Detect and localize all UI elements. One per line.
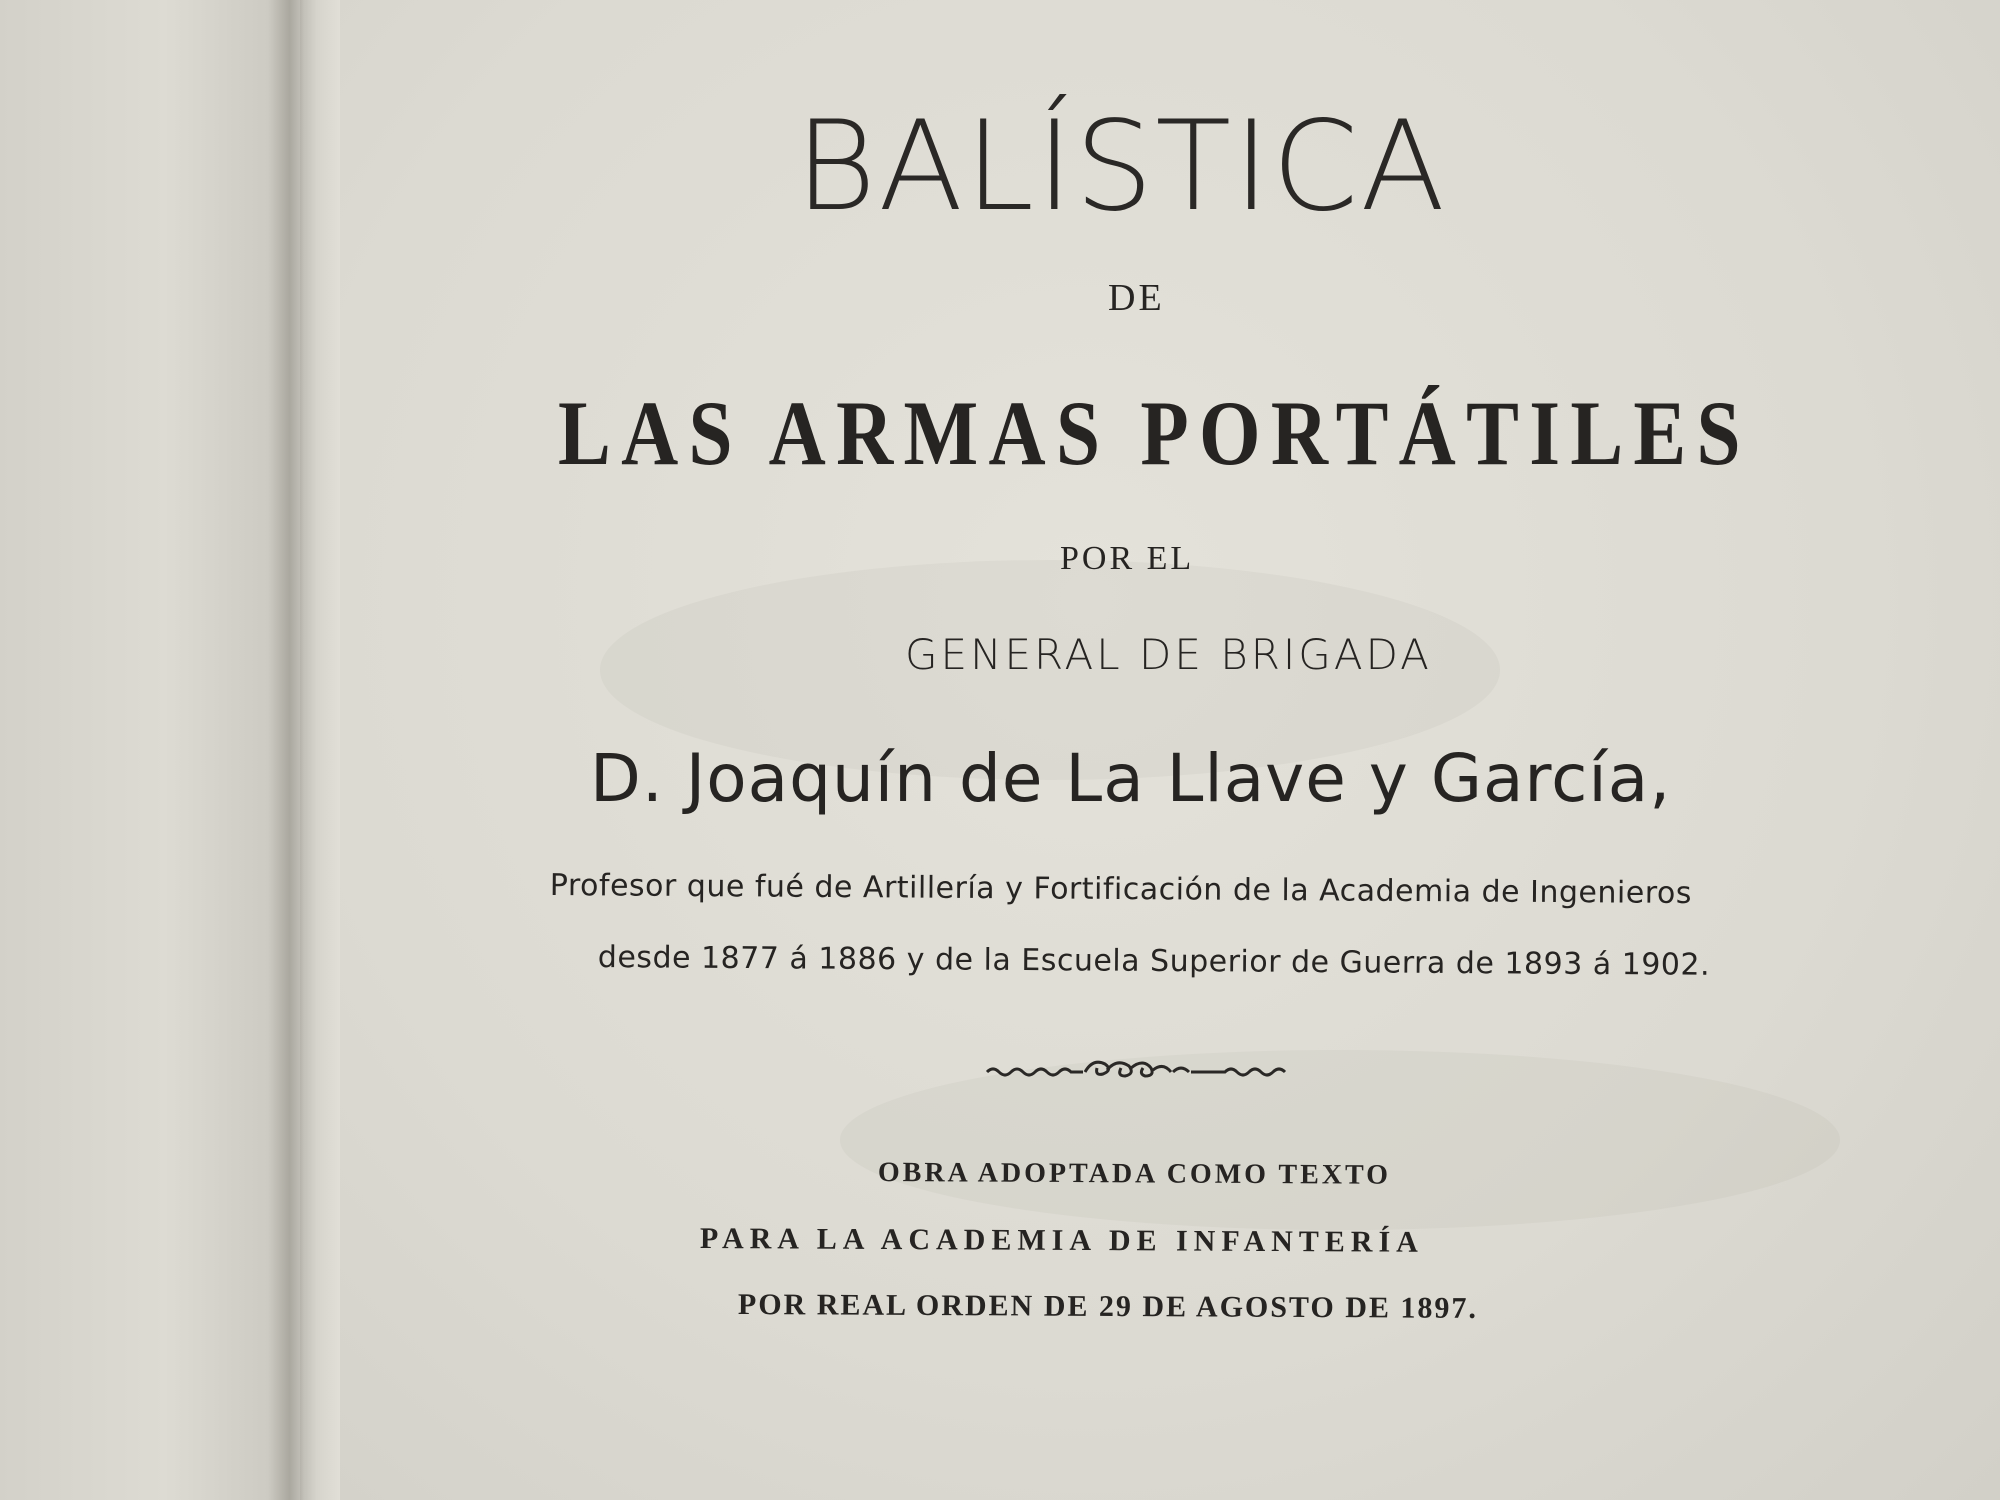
- author-name: D. Joaquín de La Llave y García,: [590, 740, 1672, 817]
- book-title: BALÍSTICA: [795, 95, 1448, 239]
- page-edge: [300, 0, 342, 1500]
- author-credentials-line-1: Profesor que fué de Artillería y Fortificación de la Academia de Ingenieros: [549, 868, 1693, 911]
- author-rank: GENERAL DE BRIGADA: [905, 630, 1432, 679]
- adoption-line-3: POR REAL ORDEN DE 29 DE AGOSTO DE 1897.: [737, 1288, 1479, 1325]
- by-line: POR EL: [1060, 540, 1195, 577]
- adoption-line-1: OBRA ADOPTADA COMO TEXTO: [877, 1157, 1392, 1191]
- author-credentials-line-2: desde 1877 á 1886 y de la Escuela Superior de Guerra de 1893 á 1902.: [597, 940, 1711, 983]
- spine-shadow: [268, 0, 304, 1500]
- book-subtitle: LAS ARMAS PORTÁTILES: [558, 382, 1751, 484]
- ornament-divider-icon: [985, 1050, 1290, 1090]
- title-connector: DE: [1108, 277, 1165, 319]
- left-page: [0, 0, 300, 1500]
- adoption-line-2: PARA LA ACADEMIA DE INFANTERÍA: [699, 1222, 1424, 1259]
